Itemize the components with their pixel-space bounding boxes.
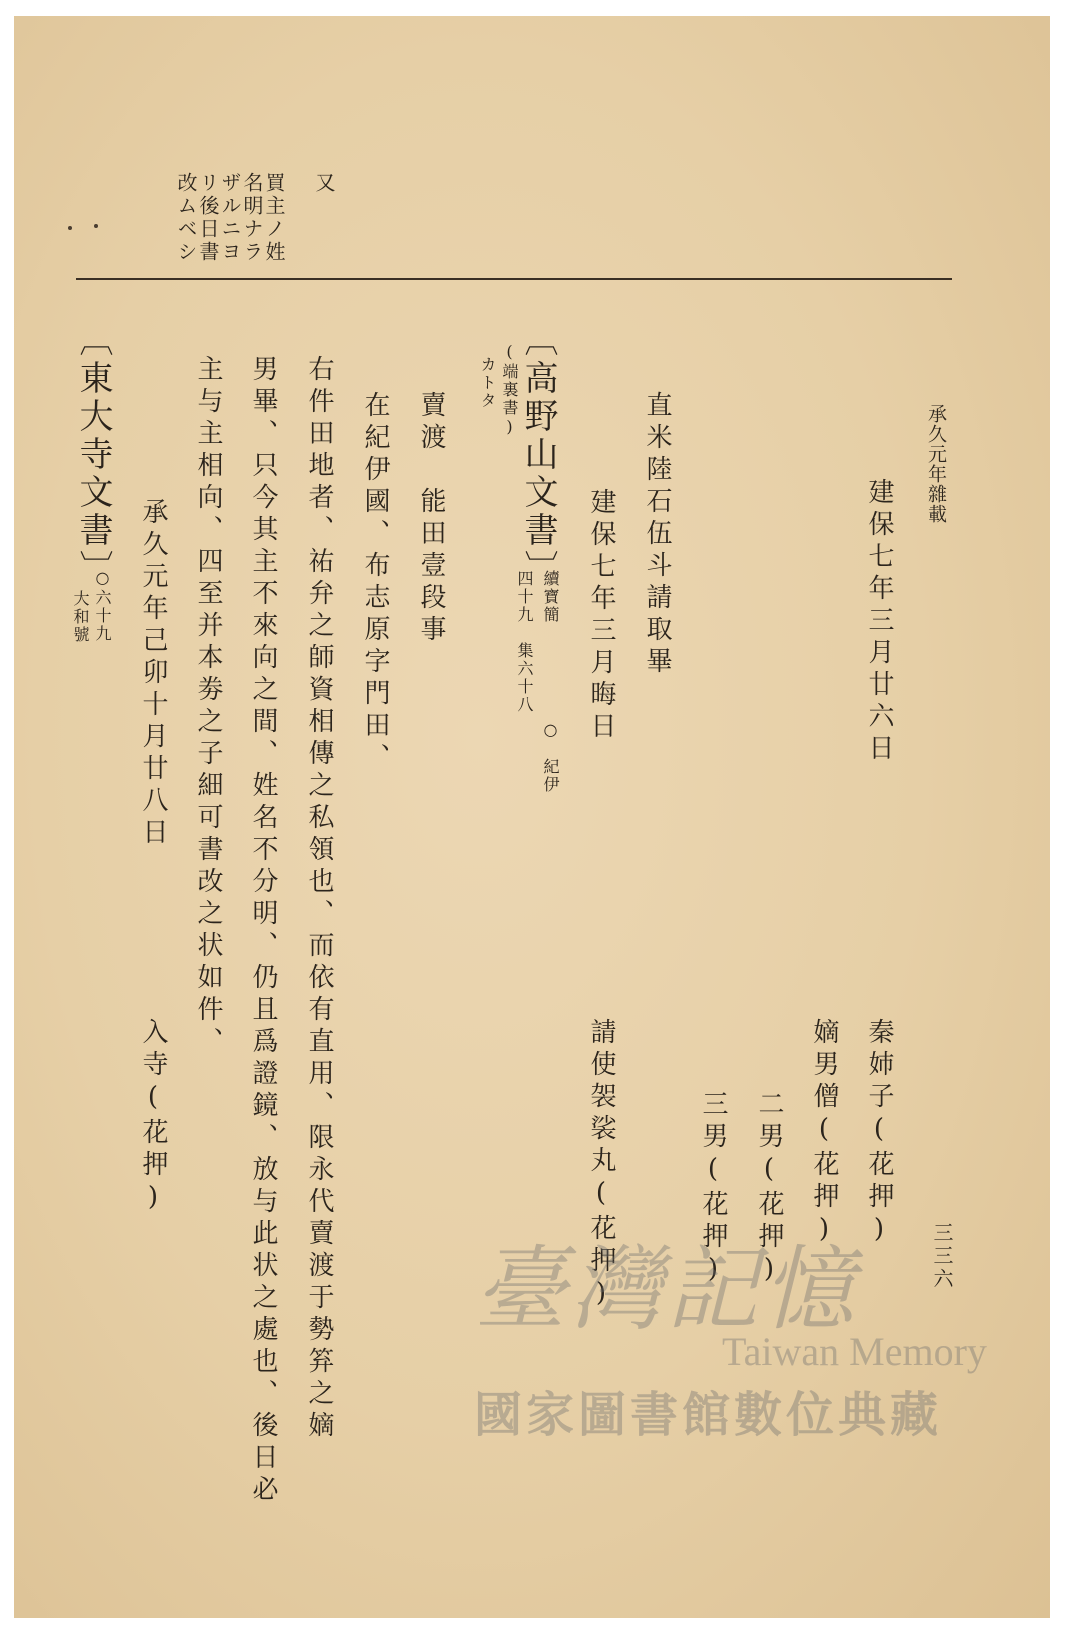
deed-date: 承久元年己卯十月廿八日 [138, 498, 168, 850]
source-todaiji-ref: ○六十九 [93, 568, 112, 643]
signer: 三男(花押) [698, 1090, 728, 1290]
note-label: 又 [312, 172, 336, 195]
receipt-line: 直米陸石伍斗請取畢 [642, 391, 672, 679]
receipt-date: 建保七年三月晦日 [586, 488, 616, 744]
deed-title: 賣渡 能田壹段事 [416, 391, 446, 647]
deed-body-line: 男畢、只今其主不來向之間、姓名不分明、仍且爲證鏡、放与此状之處也、後日必 [248, 355, 278, 1507]
source-ref-circle: ○ [541, 720, 560, 741]
deed-body-line: 主与主相向、四至并本劵之子細可書改之状如件、 [193, 355, 223, 1059]
signer: 嫡男僧(花押) [809, 1018, 839, 1250]
source-todaiji-ref2: 大和號 [71, 590, 90, 644]
page-number: 三三六 [930, 1222, 954, 1291]
watermark-english: Taiwan Memory [722, 1329, 987, 1374]
entry-date: 建保七年三月廿六日 [864, 478, 894, 766]
source-ref-line: 續寶簡 [541, 570, 560, 624]
note-line: 名明ナラ [240, 172, 264, 264]
receiver: 請使袈裟丸(花押) [586, 1018, 616, 1314]
horizontal-rule [76, 278, 952, 280]
source-todaiji: 〔東大寺文書〕 [73, 322, 113, 588]
stain-dot [68, 226, 72, 230]
stain-dot [94, 224, 98, 228]
watermark-library-name: 國家圖書館數位典藏 [474, 1387, 943, 1443]
source-ref-vol: 四十九 [515, 570, 534, 624]
book-page [14, 16, 1050, 1618]
back-note-label: (端裏書) [500, 342, 519, 438]
source-ref-no: 集六十八 [515, 642, 534, 714]
note-line: ザルニヨ [218, 172, 242, 264]
note-line: リ後日書 [196, 172, 220, 264]
deed-body-line: 右件田地者、祐弁之師資相傳之私領也、而依有直用、限永代賣渡于勢笲之嫡 [304, 355, 334, 1443]
watermark-logo-text: 臺灣記憶 [474, 1236, 859, 1343]
note-line: 買主ノ姓 [262, 172, 286, 264]
running-title: 承久元年雜載 [925, 404, 947, 524]
note-line: 改ムベシ [174, 172, 198, 264]
signer: 二男(花押) [754, 1090, 784, 1290]
back-note: カトタ [478, 356, 497, 410]
watermark [474, 1216, 994, 1446]
signer: 秦姉子(花押) [864, 1018, 894, 1250]
source-ref-line: 紀伊 [541, 758, 560, 794]
deed-signer: 入寺(花押) [138, 1018, 168, 1218]
source-koyasan: 〔高野山文書〕 [518, 322, 558, 588]
deed-location: 在紀伊國、布志原字門田、 [360, 391, 390, 775]
